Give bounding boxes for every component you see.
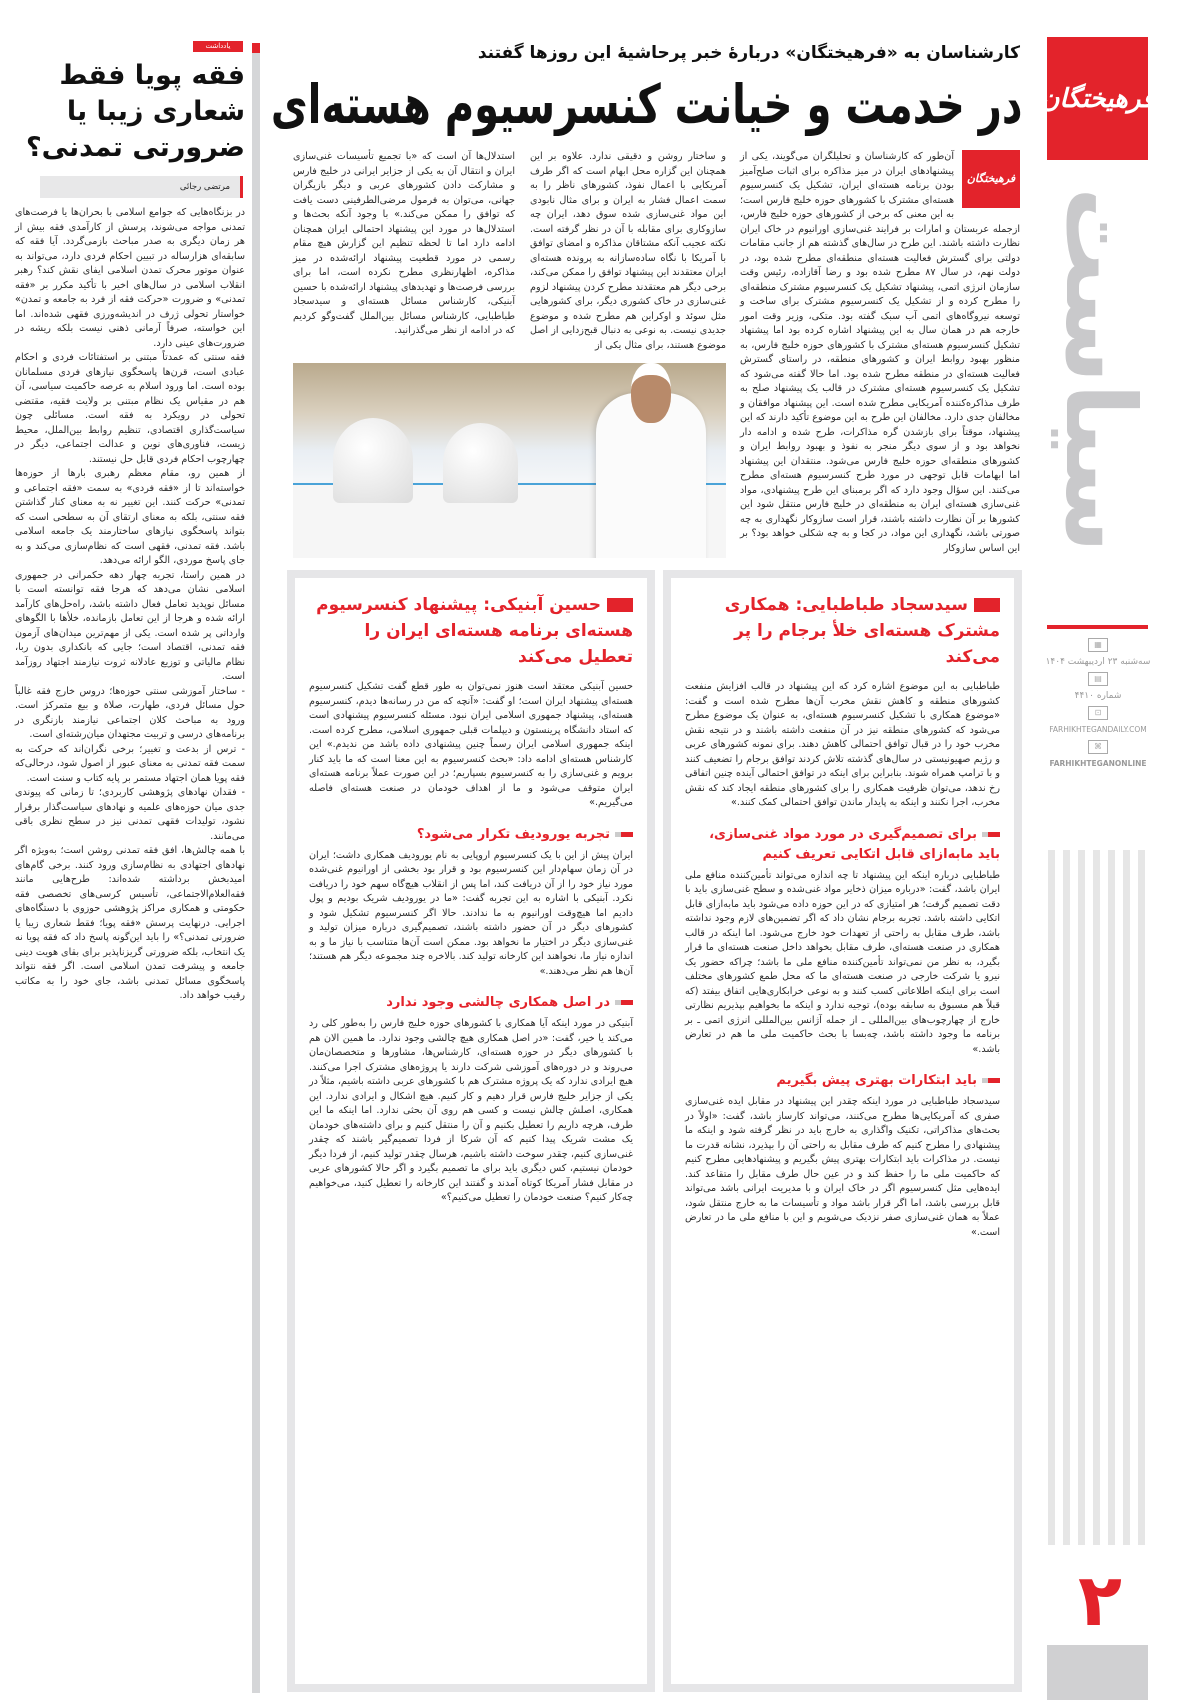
photo-nuclear-plant-model [293, 363, 726, 558]
subheading [309, 993, 633, 1013]
mini-logo [962, 150, 1020, 208]
paragraph: - فقدان نهادهای پژوهشی کاربردی؛ تا زمانی که پیوندی جدی میان حوزه‌های علمیه و نهادهای سیاست‌گذار برقرار نشود، تولیدات فقهی تمدنی نیز در سطح نظری باقی می‌مانند. [15, 787, 245, 842]
page-number: ۲ [1078, 1558, 1122, 1642]
section-title [1040, 187, 1160, 553]
oped-column [15, 41, 245, 1004]
section-title-text: سیاست [1043, 187, 1156, 553]
paragraph: از همین رو، مقام معظم رهبری بارها از حوزه‌ها خواسته‌اند تا از «فقه فردی» به سمت «فقه اجتماعی و تمدنی» حرکت کنند. این تغییر نه به معنای کنار گذاشتن فقه سنتی، بلکه به معنای ارتقای آن به سطحی است که بتواند پاسخگوی نیازهای ساختارمند یک جامعه اسلامی باشد. فقه تمدنی، فقهی است که نظام‌سازی می‌کند و به جای پاسخ موردی، الگو ارائه می‌دهد. [15, 468, 245, 566]
issue-number: شماره ۴۴۱۰ [1074, 691, 1122, 701]
calendar-icon: ▦ [1088, 638, 1108, 652]
sidebar-footer-block [1047, 1645, 1148, 1700]
subheading-text: تجربه یورودیف تکرار می‌شود؟ [416, 826, 610, 842]
sidebar-divider [1047, 625, 1148, 629]
paragraph: - ترس از بدعت و تغییر؛ برخی نگران‌اند که حرکت به سمت فقه تمدنی به معنای عبور از اصول شود، درحالی‌که فقه پویا همان اجتهاد مستمر بر پایه کتاب و سنت است. [15, 743, 245, 784]
issue-info [1044, 638, 1152, 770]
article-middle-column [530, 150, 726, 353]
subheading-text: برای تصمیم‌گیری در مورد مواد غنی‌سازی، باید مابه‌ازای قابل اتکایی تعریف کنیم [709, 826, 1000, 862]
article-intro-text: آن‌طور که کارشناسان و تحلیلگران می‌گویند، یکی از پیشنهادهای ایران در میز مذاکره برای اثبات صلح‌آمیز بودن برنامه هسته‌ای ایران، تشکیل یک کنسرسیوم هسته‌ای مشترک با کشورهای حوزه خلیج فارس است؛ به این معنی که برخی از کشورهای حوزه خلیج فارس، ازجمله عربستان و امارات بر فرایند غنی‌سازی اورانیوم در خاک ایران نظارت داشته باشند. این طرح در سال‌های گذشته هم از جانب مقامات دولتی برای گسترش فعالیت هسته‌ای منطقه‌ای مطرح شده بود، در دولت نهم، در سال ۸۷ مطرح شده بود و رضا آقازاده، رئیس وقت سازمان انرژی اتمی، پیشنهاد تشکیل یک کنسرسیوم مشترک منطقه‌ای را مطرح کرده و از تشکیل یک کنسرسیوم مشترک برای ساخت و توسعه نیروگاه‌های اتمی آب سبک گفته بود. متکی، وزیر وقت امور خارجه هم در همان سال به این پیشنهاد اشاره کرده بود اما پیشنهاد تشکیل کنسرسیوم هسته‌ای مشترک با کشورهای حوزه خلیج فارس، به منظور بهبود روابط ایران و کشورهای منطقه، در راستای گسترش فعالیت هسته‌ای در منطقه مطرح شده بود. اما حالا گفته می‌شود که تشکیل یک کنسرسیوم هسته‌ای مشترک در قالب یک پیشنهاد صلح به طرف مذاکره‌کننده آمریکایی مطرح شده است. این پیشنهاد موافقان و مخالفان جدی دارد. مخالفان این طرح به این موضوع تأکید دارند که این پیشنهاد، موقتاً برای بازشدن گره مذاکرات، طرح شده و ادامه دار نخواهد بود و از سوی دیگر منجر به نفوذ و بهبود روابط ایران و کشورهای منطقه‌ای حوزه خلیج فارس می‌شود. منتقدان این پیشنهاد اما ابهامات قابل توجهی در مورد طرح کنسرسیوم هسته‌ای مطرح می‌کنند. این سؤال وجود دارد که اگر برمبنای این طرح پیشنهادی، مواد غنی‌سازی هسته‌ای ایران به منطقه‌ای در خلیج فارس منتقل شود این کشورها بر آن نظارت داشته باشند، قرار است سازوکار نگهداری به چه صورتی باشد، نگهداری این مواد، در کجا و به چه شکلی خواهد بود؟ بر این اساس سازوکار [740, 151, 1021, 554]
paragraph: در بزنگاه‌هایی که جوامع اسلامی با بحران‌ها یا فرصت‌های تمدنی مواجه می‌شوند، پرسش از کارآمدی فقه بیش از هر زمان دیگری به صدر مباحث بازمی‌گردد. آیا فقه که سابقه‌ای هزارساله در تبیین احکام فردی دارد، می‌تواند به عنوان موتور محرک تمدن اسلامی ایفای نقش کند؟ رهبر انقلاب اسلامی در سال‌های اخیر با تأکید مکرر بر «فقه تمدنی» و ضرورت «حرکت فقه از فرد به جامعه و تمدن» خواستار تحولی ژرف در اندیشه‌ورزی فقهی شده‌اند. اما این خواسته، صرفاً آرمانی ذهنی نیست بلکه ریشه در ضرورت‌های عینی دارد. [15, 207, 245, 349]
paragraph: با همه چالش‌ها، افق فقه تمدنی روشن است؛ به‌ویژه اگر نهادهای اجتهادی به نظام‌سازی ورود کنند. برخی گام‌های امیدبخش برداشته شده‌اند: طرح‌هایی مانند فقه‌العلام‌الاجتماعی، تأسیس کرسی‌های تخصصی فقه حکومتی و همکاری مراکز پژوهشی حوزوی با دستگاه‌های اجرایی. درنهایت پرسش «فقه پویا؛ فقط شعاری زیبا یا ضرورتی تمدنی؟» را باید این‌گونه پاسخ داد که فقه پویا نه یک انتخاب، بلکه ضرورتی گریزناپذیر برای بقای هویت دینی جامعه و پیشرفت تمدن اسلامی است. اگر فقه نتواند پاسخگوی مسائل تمدنی باشد، جای خود را به مکاتب رقیب خواهد داد. [15, 845, 245, 1001]
website-link[interactable]: FARHIKHTEGANDAILY.COM [1049, 725, 1147, 734]
oped-title: فقه پویا فقط شعاری زیبا یا ضرورتی تمدنی؟ [25, 60, 245, 163]
web-icon: ⊡ [1088, 706, 1108, 720]
article-left-column [293, 150, 515, 339]
article-left-text: استدلال‌ها آن است که «با تجمیع تأسیسات غنی‌سازی ایران و انتقال آن به یکی از جزایر ایرانی در خلیج فارس و مشارکت دادن کشورهای عربی و دیگر بازیگران جهانی، می‌توان به فرمول مرضی‌الطرفینی دست یافت که توافق را ممکن می‌کند.» با وجود آنکه بحث‌ها و استدلال‌ها در مورد این پیشنهاد احتمالی ایران همچنان ادامه دارد اما تا لحظه تنظیم این گزارش هیچ مقام رسمی در مورد قطعیت پیشنهاد ارائه‌شده در میز مذاکره، اظهارنظری مطرح نکرده است، اما برای بررسی فرصت‌ها و تهدیدهای پیشنهاد ارائه‌شده با حسین آبنیکی، کارشناس مسائل هسته‌ای و سیدسجاد طباطبایی، کارشناس مسائل بین‌الملل گفت‌وگو کردیم که در ادامه از نظر می‌گذرانید. [293, 151, 515, 336]
newspaper-logo [1040, 37, 1155, 160]
subheading-marker [982, 1078, 1000, 1083]
person-head [631, 363, 671, 423]
subheading-text: در اصل همکاری چالشی وجود ندارد [386, 995, 610, 1010]
interview-box-tabatabaei [663, 570, 1022, 1692]
oped-body [15, 206, 245, 1004]
paragraph: سیدسجاد طباطبایی در مورد اینکه چقدر این پیشنهاد در مقابل ایده غنی‌سازی صفری که آمریکایی‌ها مطرح می‌کنند، می‌تواند کارساز باشد، گفت: «اولاً در بحث‌های مذاکراتی، تکنیک واگذاری به خارج باید در نظر گرفته شود و اینکه ما پیشنهادی را مطرح کنیم که طرف مقابل به راحتی آن را بپذیرد، نشانه قدرت ما نیست. در مذاکرات باید ابتکارات بهتری پیش بگیریم و پیشنهادهایی مطرح کنیم که حاکمیت ملی ما را حفظ کند و در عین حال طرف مقابل را متقاعد کند. ایده‌هایی مثل کنسرسیوم اگر در خاک ایران و با مدیریت ایرانی باشد می‌تواند قابل بررسی باشد، اما اگر قرار باشد مواد و تأسیسات ما به خارج منتقل شود، عملاً به همان غنی‌سازی صفر نزدیک می‌شویم و این با منافع ملی ما در تعارض است.» [685, 1096, 1000, 1238]
subheading [685, 1071, 1000, 1091]
article-intro-column [740, 150, 1020, 556]
column-divider [252, 43, 260, 1693]
title-marker [974, 598, 1000, 612]
reactor-dome [443, 423, 518, 503]
category-tag: یادداشت [193, 41, 243, 52]
title-marker [607, 598, 633, 612]
paragraph: در همین راستا، تجربه چهار دهه حکمرانی در جمهوری اسلامی نشان می‌دهد که هرجا فقه توانسته است با مسائل نوپدید تعامل فعال داشته باشد، راه‌حل‌های کارآمد ارائه شده و هرجا از این تعامل بازمانده، خلأها با الگوهای وارداتی پر شده است. یکی از مهم‌ترین میدان‌های آزمون فقه تمدنی، اقتصاد است؛ جایی که بانکداری بدون ربا، نظام مالیاتی و توزیع عادلانه ثروت نیازمند اجتهاد روزآمد است. [15, 569, 245, 682]
subheading [309, 825, 633, 845]
paragraph: آبنیکی در مورد اینکه آیا همکاری با کشورهای حوزه خلیج فارس را به‌طور کلی رد می‌کند یا خیر، گفت: «در اصل همکاری هیچ چالشی وجود ندارد. ما همین الان هم با کشورهای دیگر در حوزه هسته‌ای، کارشناس‌ها، مشاورها و متخصصان‌مان می‌روند و در دوره‌های آموزشی شرکت دارند یا پروژه‌های مشترک اجرا می‌کنند. هیچ ایرادی ندارد که یک پروژه مشترک هم با کشورهای عربی داشته باشیم، مثلاً در یکی از جزایر خلیج فارس قرار دهیم و کار کنیم. هیچ اشکال و ایرادی ندارد. این همکاری، اصلش چالش نیست و کسی هم روی آن بحثی ندارد. اما اینکه ما این طرف، هرچه داریم را تعطیل بکنیم و آن را منتقل کنیم و برای داشته‌های خودمان یک مشت شریک پیدا کنیم که آن شرکا از فردا تصمیم‌گیر باشند که چقدر غنی‌سازی کنیم، چقدر سوخت داشته باشیم، هرسال چقدر تولید کنیم، از فردا دیگر خودمان نیستیم، کس دیگری باید برای ما تصمیم بگیرد و اگر حالا کشورهای عربی در مقابل فشار آمریکا کوتاه آمدند و گفتند این کارخانه را تعطیل کنید، می‌خواهیم چه‌کار کنیم؟ صنعت خودمان را تعطیل می‌کنیم؟» [309, 1018, 633, 1203]
subheading-marker [615, 1000, 633, 1005]
interview-title [309, 592, 633, 670]
interview-title-text: حسین آبنیکی: پیشنهاد کنسرسیوم هسته‌ای برنامه هسته‌ای ایران را تعطیل می‌کند [316, 595, 633, 667]
reactor-dome [333, 418, 413, 503]
column-divider-accent [252, 43, 260, 53]
decorative-pattern [1048, 850, 1148, 1545]
subheading-marker [982, 832, 1000, 837]
interview-box-abniki [287, 570, 655, 1692]
author-byline: مرتضی رجائی [40, 176, 243, 198]
mini-logo-text: فرهیختگان [966, 171, 1016, 185]
paragraph: - ساختار آموزشی سنتی حوزه‌ها؛ دروس خارج فقه غالباً حول مسائل فردی، طهارت، صلاة و بیع متمرکز است. ورود به مباحث کلان اجتماعی نیازمند بازنگری در برنامه‌های درسی و تربیت مجتهدان میان‌رشته‌ای است. [15, 685, 245, 740]
interview-title-text: سیدسجاد طباطبایی: همکاری مشترک هسته‌ای خلأ برجام را پر می‌کند [724, 595, 1000, 667]
issue-date: سه‌شنبه ۲۳ اردیبهشت ۱۴۰۴ [1045, 657, 1151, 667]
paragraph: فقه سنتی که عمدتاً مبتنی بر استفتائات فردی و احکام عبادی است، قرن‌ها پاسخگوی نیازهای فردی مسلمانان بوده است. اما ورود اسلام به عرصه حاکمیت سیاسی، آن هم در مقیاس یک نظام مبتنی بر ولایت فقیه، مقتضی تحولی در رویکرد به فقه است. مسائلی چون سیاست‌گذاری اقتصادی، تنظیم روابط بین‌الملل، محیط زیست، فناوری‌های نوین و عدالت اجتماعی، دیگر در چهارچوب احکام فردی قابل حل نیستند. [15, 352, 245, 465]
social-icon: ⌘ [1088, 740, 1108, 754]
paragraph: طباطبایی درباره اینکه این پیشنهاد تا چه اندازه می‌تواند تأمین‌کننده منافع ملی ایران باشد، گفت: «درباره میزان ذخایر مواد غنی‌شده و سطح غنی‌سازی باید با دقت تصمیم گرفت؛ هر امتیازی که در این حوزه داده می‌شود باید مابه‌ازای قابل اتکایی داشته باشد. تجربه برجام نشان داد که اگر تضمین‌های لازم وجود نداشته باشد، طرف مقابل به راحتی از تعهدات خود خارج می‌شود. اما اینکه در قالب همکاری در صنعت هسته‌ای، طرف مقابل بخواهد داخل صنعت هسته‌ای ما قرار بگیرد، به نظر من نمی‌تواند تأمین‌کننده منافع ملی ما باشد؛ چراکه حضور یک نیرو یا شرکت خارجی در صنعت هسته‌ای ما که محل طمع کشورهای مختلف است برای اینکه اطلاعاتی کسب کنند و به نوعی خرابکاری‌هایی اتفاق بیفتد (که قبلاً هم مسبوق به سابقه بوده)، توجیه ندارد و اینکه ما بخواهیم بپذیریم نظارتی خارج از چهارچوب‌های بین‌المللی ـ از جمله آژانس بین‌المللی انرژی اتمی ـ بر برنامه ما وجود داشته باشد، چه‌بسا با بحث حاکمیت ملی ما هم در تعارض باشد.» [685, 869, 1000, 1055]
paragraph: حسین آبنیکی معتقد است هنوز نمی‌توان به طور قطع گفت تشکیل کنسرسیوم هسته‌ای پیشنهاد ایران است؛ او گفت: «آنچه که من در رسانه‌ها دیدم، کنسرسیوم هسته‌ای، پیشنهاد جمهوری اسلامی ایران نبود. مسئله کنسرسیوم پیشنهادی است که استاد دانشگاه پرینستون و دیپلمات قبلی جمهوری اسلامی، مطرح کرده است. اینکه جمهوری اسلامی ایران رسماً چنین پیشنهادی داده باشد من ندیدم.» این کارشناس هسته‌ای ادامه داد: «بحث کنسرسیوم به این معنا است که ما باید کنار برویم و غنی‌سازی را به کنسرسیوم بسپاریم؛ در این صورت عملاً برنامه هسته‌ای ایران متوقف می‌شود و ما از اهداف خودمان در صنعت هسته‌ای فاصله می‌گیریم.» [309, 681, 633, 808]
subheading-marker [615, 832, 633, 837]
article-kicker: کارشناسان به «فرهیختگان» دربارهٔ خبر پرحاشیهٔ این روزها گفتند [477, 43, 1020, 63]
social-handle[interactable]: FARHIKHTEGANONLINE [1049, 759, 1147, 768]
interview-title [685, 592, 1000, 670]
paragraph: ایران پیش از این با یک کنسرسیوم اروپایی به نام یورودیف همکاری داشت؛ ایران در آن زمان سهام‌دار این کنسرسیوم بود و قرار بود بخشی از اورانیوم غنی‌شده مورد نیاز خود را از آن دریافت کند، اما پس از انقلاب هیچ‌گاه سهم خود را دریافت نکرد. آبنیکی با اشاره به این تجربه گفت: «ما در یورودیف شریک بودیم و پول دادیم اما هیچ‌وقت اورانیوم به ما ندادند. حالا اگر کنسرسیوم تشکیل شود و کشورهای دیگر در آن حضور داشته باشند، تصمیم‌گیری درباره میزان تولید و غنی‌سازی دیگر در اختیار ما نخواهد بود. ممکن است آن‌ها متناسب با نیاز ما و به اندازه نیاز ما، نخواهند این کارخانه تولید کند. بالاخره چند مجموعه دیگر هم هستند؛ آن‌ها هم نظر می‌دهند.» [309, 849, 633, 977]
logo-text: فرهیختگان [1040, 83, 1155, 114]
subheading-text: باید ابتکارات بهتری پیش بگیریم [776, 1073, 977, 1088]
subheading [685, 825, 1000, 865]
paragraph: طباطبایی به این موضوع اشاره کرد که این پیشنهاد در قالب افزایش منفعت کشورهای منطقه و کاهش نقش مخرب آن‌ها مطرح شده است و گفت: «موضوع همکاری با تشکیل کنسرسیوم هسته‌ای، به عنوان یک موضوع مطرح می‌شود که کشورهای منطقه نیز در آن منفعت داشته باشند و در نتیجه نقش مخرب خود را در قبال توافق احتمالی کاهش دهند. برای نمونه کشورهای عربی و رژیم صهیونیستی در سال‌های گذشته تلاش کردند توافق برجام را تضعیف کنند و با ترامپ همراه شوند. بنابراین برای اینکه در توافق احتمالی آینده چنین اتفاقی رخ ندهد، می‌توان ظرفیت همکاری را برای کشورهای منطقه ایجاد کند که نقش مخرب، اجرا نکنند و اینکه به پایدار ماندن توافق احتمالی کمک کنند.» [685, 681, 1000, 808]
newspaper-icon: ▤ [1088, 672, 1108, 686]
article-middle-text: و ساختار روشن و دقیقی ندارد. علاوه بر این همچنان این گزاره محل ابهام است که اگر طرف آمریکایی با اعمال نفوذ، کشورهای ناظر را به سمت اعمال فشار به ایران و برای مثال نابودی این مواد غنی‌سازی شده سوق دهد، ایران چه سازوکاری برای مقابله با آن در نظر گرفته است. نکته عجیب آنکه مشتاقان مذاکره و امضای توافق با آمریکا با نگاه ساده‌سازانه به پرونده هسته‌ای ایران معتقدند این پیشنهاد توافق را ممکن می‌کند، برخی دیگر هم معتقدند مطرح کردن پیشنهاد لزوم غنی‌سازی در خاک کشوری دیگر، برای کشورهایی مثل سوئد و اوکراین هم مطرح شده و موضوع جدیدی نیست. به نوعی به دنبال قبح‌زدایی از اصل موضوع هستند، برای مثال یکی از [530, 151, 726, 351]
article-headline: در خدمت و خیانت کنسرسیوم هسته‌ای [270, 73, 1022, 136]
